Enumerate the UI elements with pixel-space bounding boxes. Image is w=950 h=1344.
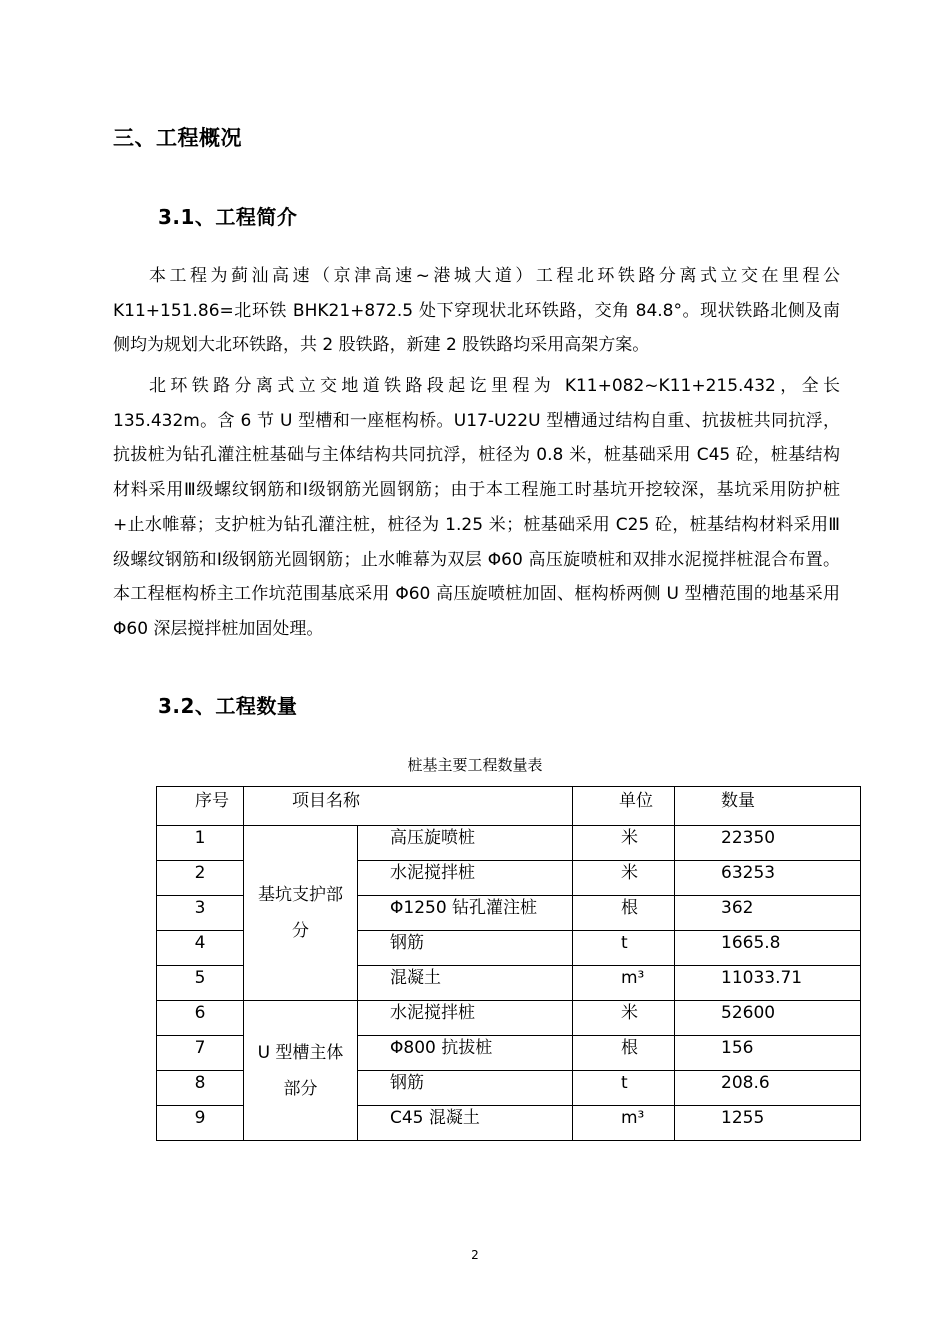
group-label: U 型槽主体部分 [244,1001,358,1141]
row-item: 钢筋 [358,931,573,966]
row-no: 7 [157,1036,244,1071]
row-unit: 米 [573,826,675,861]
row-no: 4 [157,931,244,966]
header-name: 项目名称 [244,787,573,826]
subsection-heading-intro: 3.1、工程简介 [158,205,298,229]
row-unit: 根 [573,896,675,931]
intro-paragraph-2: 北环铁路分离式立交地道铁路段起讫里程为 K11+082~K11+215.432，全长135.432m。含 6 节 U 型槽和一座框构桥。U17-U22U 型槽通过结构自重、抗拔桩共同抗浮，抗拔桩为钻孔灌注桩基础与主体结构共同抗浮，桩径为 0.8 米，桩基础采用 C45 砼，桩基结构材料采用Ⅲ级螺纹钢筋和Ⅰ级钢筋光圆钢筋；由于本工程施工时基坑开挖较深，基坑采用防护桩+止水帷幕；支护桩为钻孔灌注桩，桩径为 1.25 米；桩基础采用 C25 砼，桩基结构材料采用Ⅲ级螺纹钢筋和Ⅰ级钢筋光圆钢筋；止水帷幕为双层 Φ60 高压旋喷桩和双排水泥搅拌桩混合布置。本工程框构桥主工作坑范围基底采用 Φ60 高压旋喷桩加固、框构桥两侧 U 型槽范围的地基采用 Φ60 深层搅拌桩加固处理。 [113,376,840,639]
row-item: 钢筋 [358,1071,573,1106]
group-label: 基坑支护部分 [244,826,358,1001]
row-unit: m³ [573,966,675,1001]
table-caption: 桩基主要工程数量表 [407,756,543,774]
header-unit: 单位 [573,787,675,826]
page-number: 2 [471,1248,479,1262]
row-qty: 156 [675,1036,861,1071]
row-no: 9 [157,1106,244,1141]
table-row [157,1001,861,1036]
row-no: 3 [157,896,244,931]
header-qty: 数量 [675,787,861,826]
row-unit: 米 [573,1001,675,1036]
row-item: C45 混凝土 [358,1106,573,1141]
row-qty: 11033.71 [675,966,861,1001]
row-qty: 52600 [675,1001,861,1036]
row-no: 1 [157,826,244,861]
row-unit: t [573,1071,675,1106]
row-qty: 1665.8 [675,931,861,966]
row-no: 2 [157,861,244,896]
row-qty: 63253 [675,861,861,896]
row-item: Φ800 抗拔桩 [358,1036,573,1071]
row-item: 水泥搅拌桩 [358,1001,573,1036]
row-unit: 根 [573,1036,675,1071]
row-unit: m³ [573,1106,675,1141]
header-no: 序号 [157,787,244,826]
row-qty: 22350 [675,826,861,861]
intro-paragraph-1: 本工程为蓟汕高速（京津高速~港城大道）工程北环铁路分离式立交在里程公K11+151.86=北环铁 BHK21+872.5 处下穿现状北环铁路，交角 84.8°。现状铁路北侧及南侧均为规划大北环铁路，共 2 股铁路，新建 2 股铁路均采用高架方案。 [113,266,840,356]
row-unit: 米 [573,861,675,896]
row-item: 水泥搅拌桩 [358,861,573,896]
row-no: 5 [157,966,244,1001]
quantity-table [156,786,861,1141]
table-header-row [157,787,861,826]
row-item: Φ1250 钻孔灌注桩 [358,896,573,931]
row-qty: 1255 [675,1106,861,1141]
row-no: 6 [157,1001,244,1036]
row-qty: 208.6 [675,1071,861,1106]
row-item: 高压旋喷桩 [358,826,573,861]
table-row [157,826,861,861]
row-unit: t [573,931,675,966]
row-item: 混凝土 [358,966,573,1001]
subsection-heading-quantities: 3.2、工程数量 [158,694,298,718]
row-no: 8 [157,1071,244,1106]
section-heading: 三、工程概况 [113,126,242,150]
row-qty: 362 [675,896,861,931]
